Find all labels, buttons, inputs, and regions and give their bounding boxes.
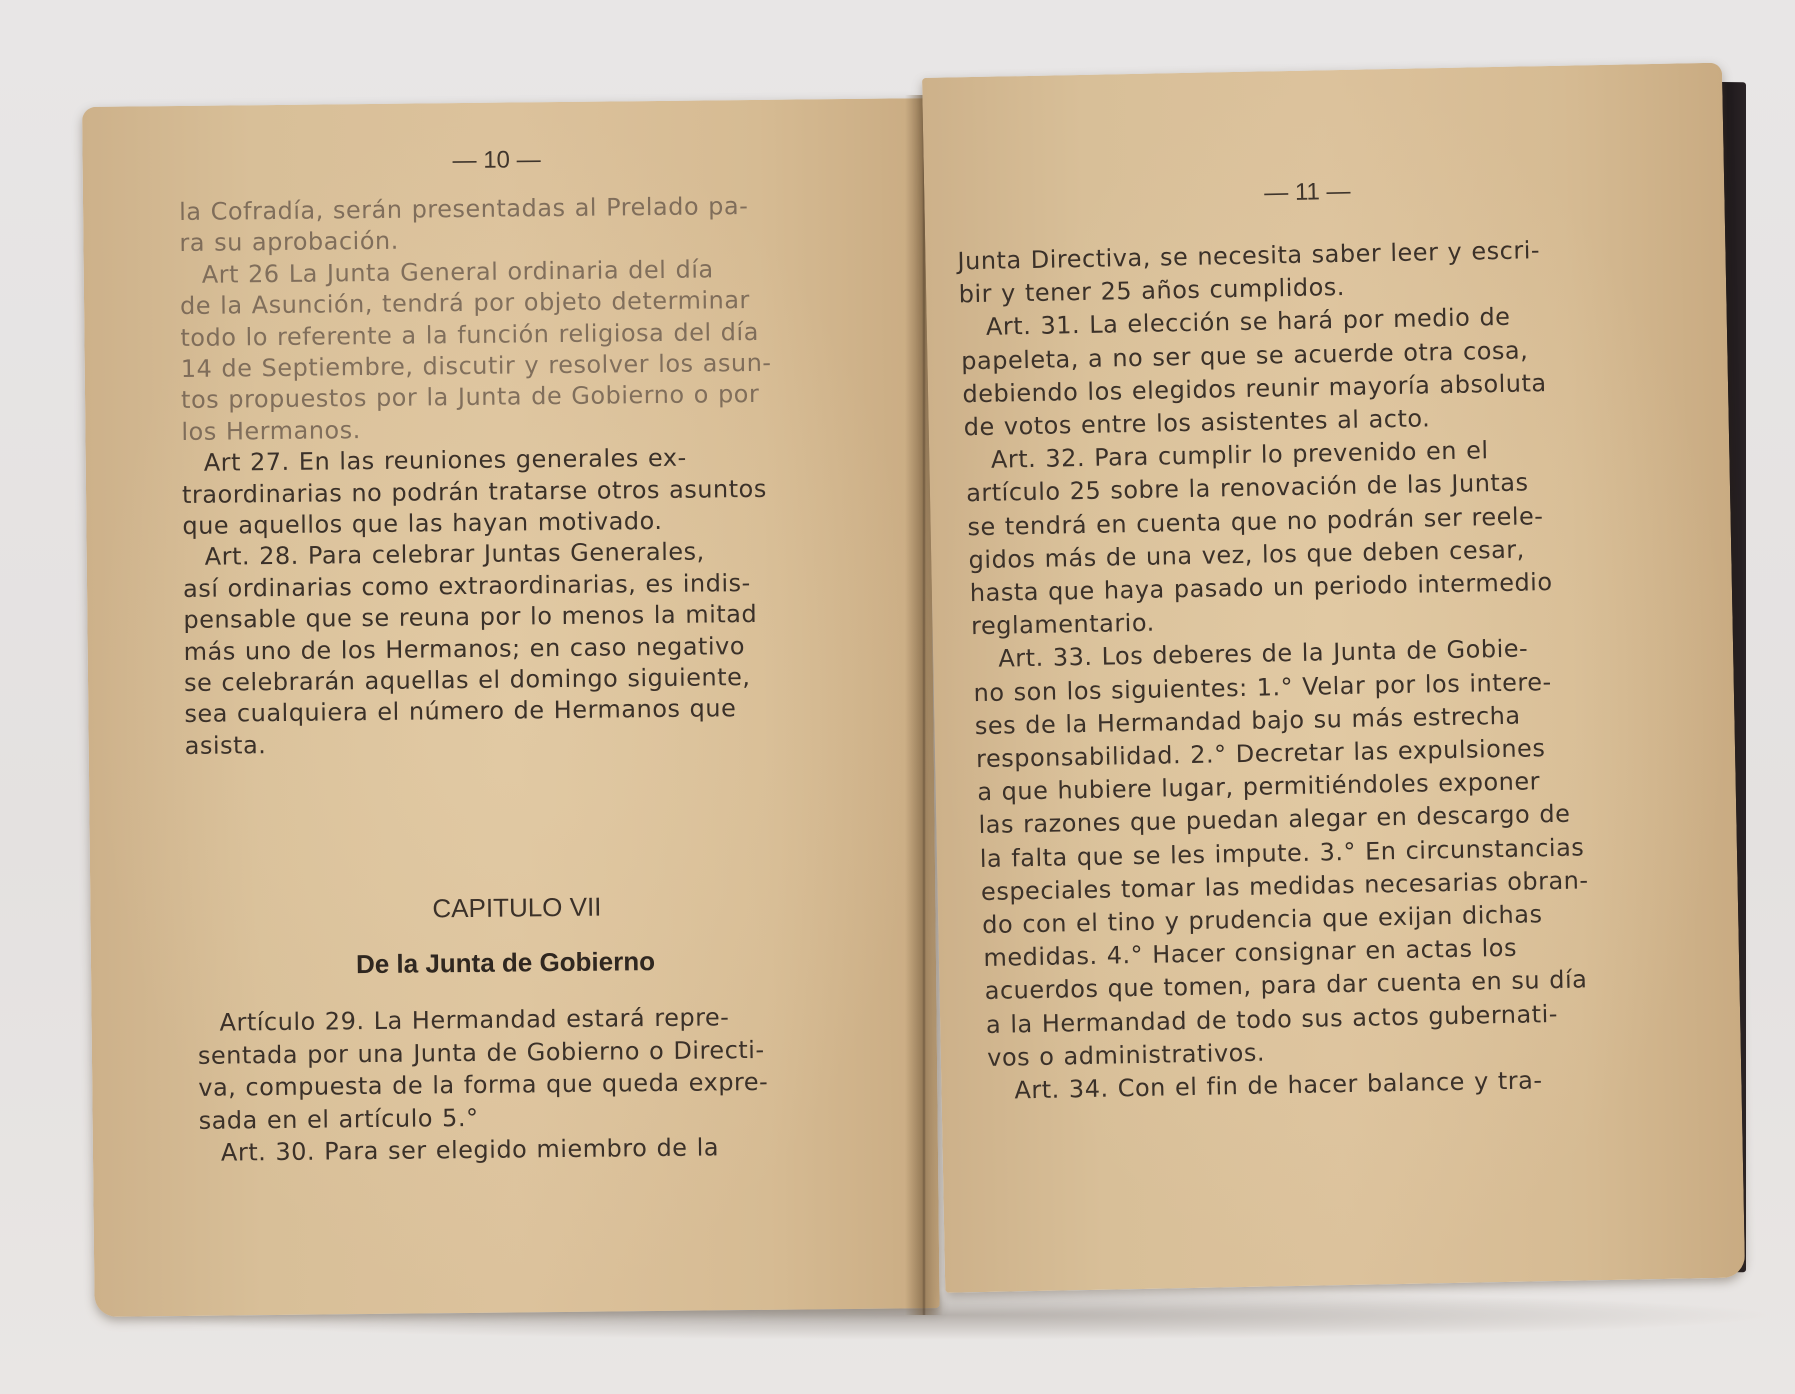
text-line: vos o administrativos. [986,1038,1266,1072]
text-line: Art. 33. Los deberes de la Junta de Gobie- [998,634,1529,674]
text-line: se tendrá en cuenta que no podrán ser reele- [967,501,1544,541]
text-line: no son los siguientes: 1.° Velar por los intere- [973,667,1552,707]
text-line: las razones que puedan alegar en descargo de [978,800,1571,840]
text-line: Art. 28. Para celebrar Juntas Generales, [204,537,705,572]
text-line: Art 27. En las reuniones generales ex- [203,443,687,477]
text-line: sea cualquiera el número de Hermanos que [184,694,737,729]
text-line: ra su aprobación. [179,227,399,258]
text-line: de votos entre los asistentes al acto. [963,404,1431,442]
text-line: ses de la Hermandad bajo su más estrecha [974,701,1521,740]
text-line: a que hubiere lugar, permitiéndoles exponer [977,767,1541,807]
text-line: de la Asunción, tendrá por objeto determinar [179,286,750,321]
text-line: papeleta, a no ser que se acuerde otra cosa, [960,336,1529,375]
page-number-right: — 11 — [1264,177,1351,207]
text-line: asista. [184,730,267,760]
text-line: bir y tener 25 años cumplidos. [958,273,1346,309]
text-line: Art. 34. Con el fin de hacer balance y tra- [1014,1066,1543,1105]
text-line: medidas. 4.° Hacer consignar en actas los [983,933,1518,973]
text-line: sentada por una Junta de Gobierno o Directi- [197,1035,765,1070]
text-line: artículo 25 sobre la renovación de las Juntas [965,468,1529,508]
text-line: do con el tino y prudencia que exijan dichas [982,900,1543,939]
text-line: traordinarias no podrán tratarse otros asuntos [181,474,767,509]
text-line: los Hermanos. [181,415,361,446]
right-page [922,63,1745,1293]
text-line: debiendo los elegidos reunir mayoría absoluta [962,368,1547,409]
text-line: responsabilidad. 2.° Decretar las expulsiones [975,734,1546,774]
text-line: Art. 31. La elección se hará por medio de [985,303,1511,342]
text-line: la Cofradía, serán presentadas al Prelado pa- [178,192,749,226]
text-line: hasta que haya pasado un periodo intermedio [969,567,1553,608]
text-line: tos propuestos por la Junta de Gobierno o por [180,380,760,415]
text-line: todo lo referente a la función religiosa del día [180,317,759,352]
text-line: Art. 32. Para cumplir lo prevenido en el [990,436,1489,474]
text-line: especiales tomar las medidas necesarias obran- [980,866,1589,906]
text-line: Art. 30. Para ser elegido miembro de la [220,1133,720,1167]
page-number-left: — 10 — [452,146,541,175]
left-page [82,98,940,1317]
text-line: Junta Directiva, se necesita saber leer y escri- [957,236,1541,276]
text-line: se celebrarán aquellas el domingo siguiente, [183,663,751,697]
text-line: gidos más de una vez, los que deben cesar, [968,535,1526,574]
text-line: va, compuesta de la forma que queda expre- [198,1067,769,1102]
text-line: 14 de Septiembre, discutir y resolver los asun- [180,348,772,383]
text-line: pensable que se reuna por lo menos la mitad [183,600,758,635]
text-line: que aquellos que las hayan motivado. [182,506,663,540]
text-line: Artículo 29. La Hermandad estará repre- [219,1003,730,1037]
text-line: a la Hermandad de todo sus actos gubernati- [985,999,1559,1039]
chapter-heading: CAPITULO VII [432,891,602,924]
text-line: Art 26 La Junta General ordinaria del día [201,255,714,289]
text-line: más uno de los Hermanos; en caso negativo [183,631,746,666]
text-line: así ordinarias como extraordinarias, es indis- [182,568,751,603]
chapter-title: De la Junta de Gobierno [355,946,656,980]
text-line: reglamentario. [970,608,1155,641]
text-line: acuerdos que tomen, para dar cuenta en su día [984,965,1588,1006]
text-line: la falta que se les impute. 3.° En circunstancias [979,833,1585,873]
text-line: sada en el artículo 5.° [198,1103,479,1135]
